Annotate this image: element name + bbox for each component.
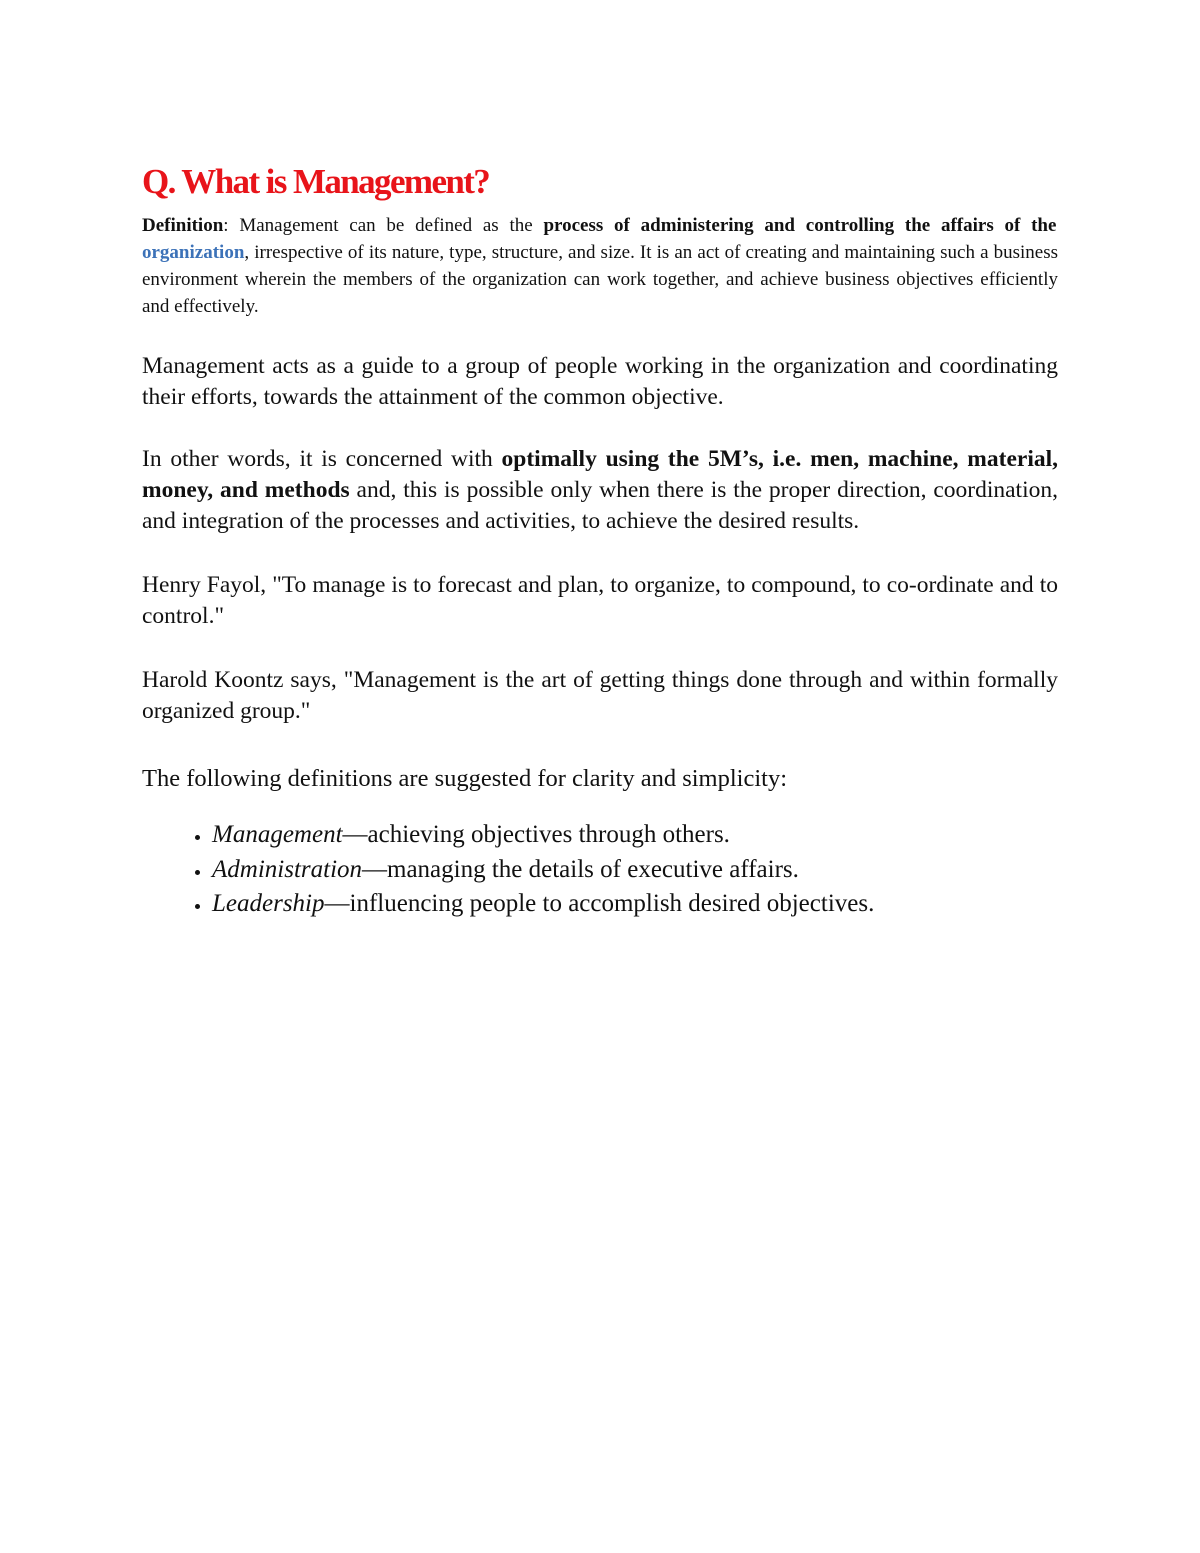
list-item-desc: —achieving objectives through others. (342, 821, 730, 848)
list-item (212, 887, 1058, 922)
list-item-desc: —influencing people to accomplish desired objectives. (324, 890, 875, 917)
definition-paragraph (142, 212, 1058, 320)
definition-text-2: , irrespective of its nature, type, structure, and size. It is an act of creating and maintaining such a business environment wherein the members of the organization can work together, and achieve business objectives efficiently and effectively. (142, 242, 1058, 317)
definition-separator: : (223, 215, 240, 236)
koontz-quote-paragraph: Harold Koontz says, "Management is the art of getting things done through and within formally organized group." (142, 667, 1058, 724)
fayol-quote-paragraph: Henry Fayol, "To manage is to forecast and plan, to organize, to compound, to co-ordinate and to control." (142, 572, 1058, 629)
list-item-term: Management (212, 821, 343, 848)
list-item (212, 818, 1058, 853)
page-title: Q. What is Management? (142, 162, 490, 201)
definition-text-1: Management can be defined as the (239, 215, 544, 236)
five-m-text-2: and, this is possible only when there is the proper direction, coordination, and integration of the processes and activities, to achieve the desired results. (142, 477, 1058, 534)
five-m-bold-text: optimally using the 5M’s, i.e. men, machine, material, money, and methods (142, 446, 1058, 503)
guide-paragraph: Management acts as a guide to a group of people working in the organization and coordinating their efforts, towards the attainment of the common objective. (142, 353, 1058, 410)
definition-label: Definition (142, 215, 224, 236)
list-item-desc: —managing the details of executive affairs. (362, 855, 799, 883)
organization-link[interactable]: organization (142, 242, 245, 263)
definition-bold-text: process of administering and controlling the affairs of the (543, 215, 1057, 236)
document-page (142, 160, 1058, 922)
five-m-text-1: In other words, it is concerned with (142, 446, 502, 472)
list-item (212, 853, 1058, 888)
following-definitions-paragraph: The following definitions are suggested for clarity and simplicity: (142, 765, 788, 792)
list-item-term: Administration (212, 855, 363, 883)
list-item-term: Leadership (212, 890, 325, 917)
five-m-paragraph (142, 444, 1058, 537)
definitions-list (142, 818, 1058, 922)
